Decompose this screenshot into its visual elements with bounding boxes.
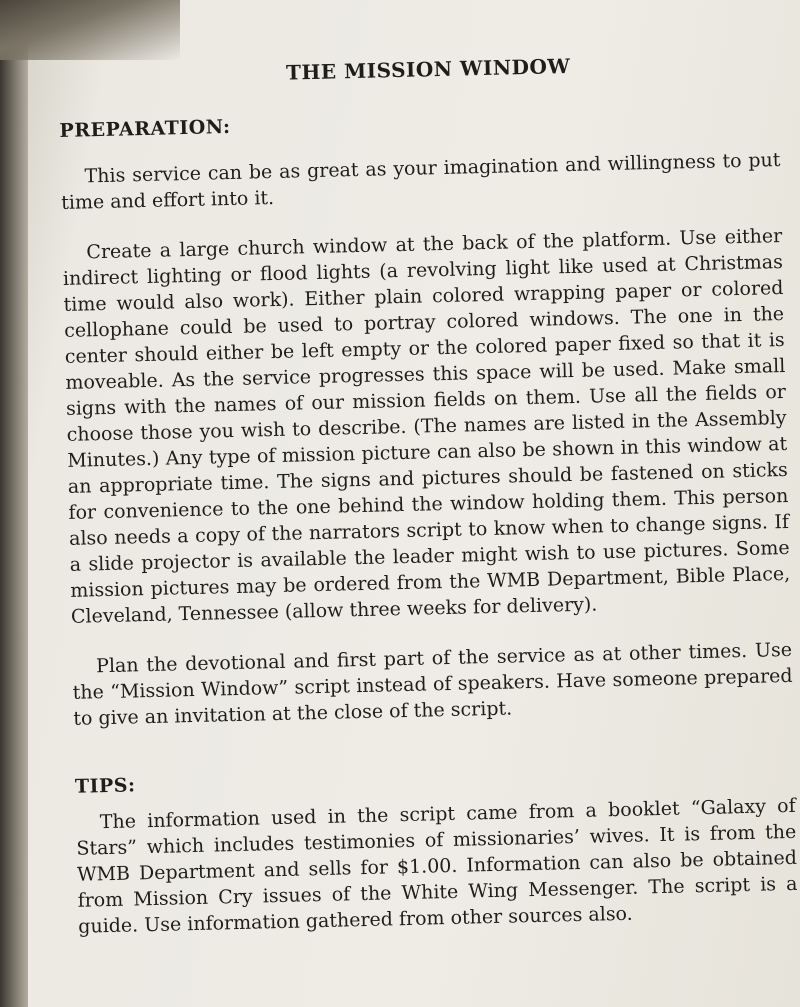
preparation-paragraph-3: Plan the devotional and first part of the service as at other times. Use the “Mission Window” script instead of speakers. Have someone prepared to give an invitation at the close of the script. [72, 638, 793, 730]
page-corner-shadow [0, 0, 180, 60]
book-gutter [0, 0, 28, 1007]
preparation-paragraph-1: This service can be as great as your imagination and willingness to put time and effort into it. [60, 149, 781, 214]
preparation-paragraph-2: Create a large church window at the back of the platform. Use either indirect lighting or flood lights (a revolving light like used at Christmas time would also work). Either plain colored wrapping paper or colored cellophane could be used to portray colored windows. The one in the center should either be left empty or the colored paper fixed so that it is moveable. As the service progresses this space will be used. Make small signs with the names of our mission fields on them. Use all the fields or choose those you wish to describe. (The names are listed in the Assembly Minutes.) Any type of mission picture can also be shown in this window at an appropriate time. The signs and pictures should be fastened on sticks for convenience to the one behind the window holding them. This person also needs a copy of the narrators script to know when to change signs. If a slide projector is available the leader might wish to use pictures. Some mission pictures may be ordered from the WMB Department, Bible Place, Cleveland, Tennessee (allow three weeks for delivery). [62, 224, 791, 628]
page-content [58, 49, 799, 964]
tips-paragraph-1: The information used in the script came from a booklet “Galaxy of Stars” which includes testimonies of missionaries’ wives. It is from the WMB Department and sells for $1.00. Information can also be obtained from Mission Cry issues of the White Wing Messenger. The script is a guide. Use information gathered from other sources also. [76, 794, 798, 938]
preparation-heading: PREPARATION: [59, 115, 231, 142]
tips-heading: TIPS: [74, 774, 136, 798]
page-title: THE MISSION WINDOW [285, 53, 571, 85]
